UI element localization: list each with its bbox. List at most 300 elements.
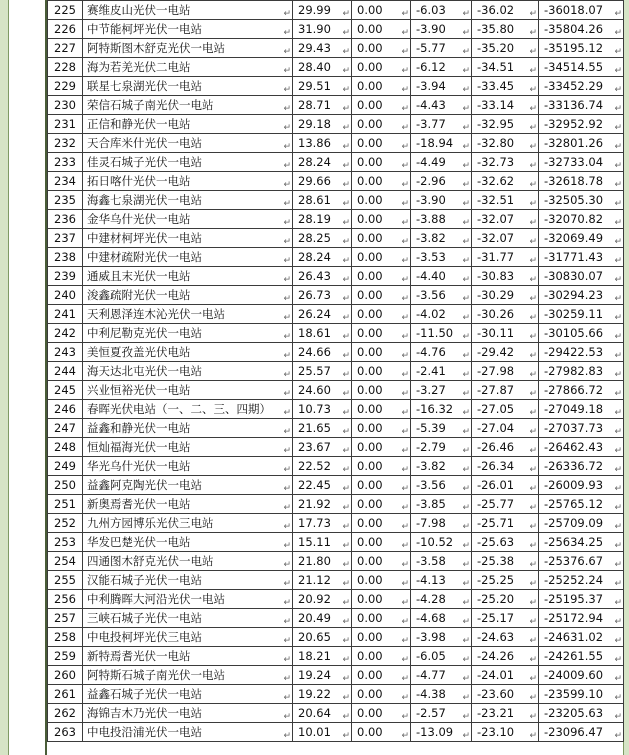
value-cell-1-text: 31.90 — [298, 22, 331, 36]
value-cell-2-text: 0.00 — [357, 478, 383, 492]
value-cell-1-text: 20.65 — [298, 630, 331, 644]
value-cell-3-text: -5.77 — [416, 41, 446, 55]
station-name-text: 新奥焉耆光伏一电站 — [87, 497, 191, 511]
cell-end-mark-icon: ↵ — [462, 674, 470, 684]
cell-end-mark-icon: ↵ — [614, 218, 622, 228]
station-name-text: 海锦吉木乃光伏一电站 — [87, 706, 202, 720]
table-row — [48, 571, 624, 590]
value-cell-2-text: 0.00 — [357, 687, 383, 701]
cell-end-mark-icon: ↵ — [401, 237, 409, 247]
cell-end-mark-icon: ↵ — [283, 9, 291, 19]
cell-end-mark-icon: ↵ — [342, 731, 350, 741]
value-cell-5-text: -25172.94 — [544, 611, 604, 625]
value-cell-4 — [472, 495, 539, 514]
cell-end-mark-icon: ↵ — [283, 560, 291, 570]
value-cell-5 — [539, 723, 624, 742]
cell-end-mark-icon: ↵ — [614, 66, 622, 76]
station-name — [83, 647, 293, 666]
value-cell-1 — [293, 609, 352, 628]
value-cell-5 — [539, 324, 624, 343]
row-number — [48, 590, 83, 609]
cell-end-mark-icon: ↵ — [342, 560, 350, 570]
value-cell-3-text: -6.03 — [416, 3, 446, 17]
station-name-text: 四通图木舒克光伏一电站 — [87, 554, 214, 568]
value-cell-3-text: -5.39 — [416, 421, 446, 435]
cell-end-mark-icon: ↵ — [342, 123, 350, 133]
cell-end-mark-icon: ↵ — [614, 313, 622, 323]
station-name-text: 中电投沿浦光伏一电站 — [87, 725, 202, 739]
value-cell-1-text: 23.67 — [298, 440, 331, 454]
value-cell-1 — [293, 267, 352, 286]
value-cell-1-text: 21.92 — [298, 497, 331, 511]
cell-end-mark-icon: ↵ — [342, 313, 350, 323]
row-number — [48, 153, 83, 172]
row-number — [48, 134, 83, 153]
cell-end-mark-icon: ↵ — [401, 503, 409, 513]
value-cell-2-text: 0.00 — [357, 402, 383, 416]
value-cell-3 — [411, 248, 472, 267]
cell-end-mark-icon: ↵ — [529, 199, 537, 209]
value-cell-1 — [293, 229, 352, 248]
value-cell-1-text: 21.80 — [298, 554, 331, 568]
row-number — [48, 609, 83, 628]
value-cell-3 — [411, 476, 472, 495]
station-name-text: 汉能石城子光伏一电站 — [87, 573, 202, 587]
value-cell-5-text: -23599.10 — [544, 687, 604, 701]
value-cell-3-text: -3.90 — [416, 22, 446, 36]
station-name — [83, 77, 293, 96]
cell-end-mark-icon: ↵ — [529, 484, 537, 494]
value-cell-1-text: 18.21 — [298, 649, 331, 663]
cell-end-mark-icon: ↵ — [462, 712, 470, 722]
station-name-text: 新特焉耆光伏一电站 — [87, 649, 191, 663]
cell-end-mark-icon: ↵ — [614, 427, 622, 437]
cell-end-mark-icon: ↵ — [401, 85, 409, 95]
cell-end-mark-icon: ↵ — [529, 66, 537, 76]
value-cell-3 — [411, 343, 472, 362]
table-row — [48, 96, 624, 115]
cell-end-mark-icon: ↵ — [614, 446, 622, 456]
value-cell-1-text: 28.25 — [298, 231, 331, 245]
value-cell-4 — [472, 286, 539, 305]
station-name-text: 荣信石城子南光伏一电站 — [87, 98, 214, 112]
cell-end-mark-icon: ↵ — [401, 408, 409, 418]
row-number — [48, 571, 83, 590]
cell-end-mark-icon: ↵ — [342, 446, 350, 456]
cell-end-mark-icon: ↵ — [342, 218, 350, 228]
value-cell-4 — [472, 134, 539, 153]
table-row — [48, 286, 624, 305]
value-cell-5 — [539, 343, 624, 362]
cell-end-mark-icon: ↵ — [462, 180, 470, 190]
cell-end-mark-icon: ↵ — [283, 389, 291, 399]
value-cell-4-text: -24.01 — [477, 668, 515, 682]
table-row — [48, 324, 624, 343]
value-cell-2-text: 0.00 — [357, 592, 383, 606]
value-cell-5 — [539, 305, 624, 324]
value-cell-1-text: 20.92 — [298, 592, 331, 606]
value-cell-3 — [411, 39, 472, 58]
station-name-text: 益鑫阿克陶光伏一电站 — [87, 478, 202, 492]
row-number — [48, 666, 83, 685]
cell-end-mark-icon: ↵ — [614, 731, 622, 741]
value-cell-4 — [472, 229, 539, 248]
value-cell-4-text: -27.87 — [477, 383, 515, 397]
value-cell-3 — [411, 495, 472, 514]
cell-end-mark-icon: ↵ — [529, 294, 537, 304]
table-row — [48, 343, 624, 362]
value-cell-2-text: 0.00 — [357, 60, 383, 74]
value-cell-4-text: -30.11 — [477, 326, 515, 340]
value-cell-4 — [472, 115, 539, 134]
cell-end-mark-icon: ↵ — [401, 161, 409, 171]
cell-end-mark-icon: ↵ — [614, 655, 622, 665]
cell-end-mark-icon: ↵ — [529, 47, 537, 57]
cell-end-mark-icon: ↵ — [401, 655, 409, 665]
value-cell-5 — [539, 419, 624, 438]
value-cell-5-text: -32801.26 — [544, 136, 604, 150]
cell-end-mark-icon: ↵ — [529, 28, 537, 38]
value-cell-5 — [539, 704, 624, 723]
station-name — [83, 267, 293, 286]
value-cell-2-text: 0.00 — [357, 611, 383, 625]
cell-end-mark-icon: ↵ — [283, 142, 291, 152]
station-name — [83, 153, 293, 172]
cell-end-mark-icon: ↵ — [614, 712, 622, 722]
value-cell-2 — [352, 362, 411, 381]
cell-end-mark-icon: ↵ — [401, 199, 409, 209]
value-cell-4-text: -32.73 — [477, 155, 515, 169]
value-cell-1 — [293, 514, 352, 533]
value-cell-3 — [411, 210, 472, 229]
cell-end-mark-icon: ↵ — [529, 579, 537, 589]
cell-end-mark-icon: ↵ — [529, 104, 537, 114]
cell-end-mark-icon: ↵ — [283, 598, 291, 608]
value-cell-5 — [539, 685, 624, 704]
table-row — [48, 552, 624, 571]
cell-end-mark-icon: ↵ — [283, 28, 291, 38]
value-cell-5 — [539, 248, 624, 267]
value-cell-4-text: -32.51 — [477, 193, 515, 207]
value-cell-2-text: 0.00 — [357, 250, 383, 264]
row-number — [48, 457, 83, 476]
value-cell-3-text: -18.94 — [416, 136, 454, 150]
cell-end-mark-icon: ↵ — [529, 712, 537, 722]
cell-end-mark-icon: ↵ — [342, 712, 350, 722]
value-cell-3-text: -13.09 — [416, 725, 454, 739]
value-cell-1 — [293, 628, 352, 647]
station-name-text: 赛维皮山光伏一电站 — [87, 3, 191, 17]
value-cell-1-text: 22.45 — [298, 478, 331, 492]
value-cell-2 — [352, 723, 411, 742]
value-cell-3-text: -4.28 — [416, 592, 446, 606]
value-cell-3-text: -3.98 — [416, 630, 446, 644]
value-cell-1-text: 10.01 — [298, 725, 331, 739]
station-name — [83, 609, 293, 628]
row-number-text: 260 — [54, 668, 76, 682]
value-cell-4-text: -32.07 — [477, 212, 515, 226]
value-cell-5 — [539, 609, 624, 628]
value-cell-4 — [472, 324, 539, 343]
cell-end-mark-icon: ↵ — [462, 617, 470, 627]
cell-end-mark-icon: ↵ — [342, 28, 350, 38]
value-cell-5-text: -27982.83 — [544, 364, 604, 378]
cell-end-mark-icon: ↵ — [401, 560, 409, 570]
table-row — [48, 457, 624, 476]
table-row — [48, 533, 624, 552]
cell-end-mark-icon: ↵ — [614, 541, 622, 551]
value-cell-4 — [472, 647, 539, 666]
value-cell-4 — [472, 248, 539, 267]
row-number-text: 253 — [54, 535, 76, 549]
station-name — [83, 704, 293, 723]
value-cell-2-text: 0.00 — [357, 79, 383, 93]
cell-end-mark-icon: ↵ — [529, 541, 537, 551]
value-cell-5-text: -30830.07 — [544, 269, 604, 283]
row-number-text: 238 — [54, 250, 76, 264]
station-name — [83, 457, 293, 476]
cell-end-mark-icon: ↵ — [529, 180, 537, 190]
station-name — [83, 685, 293, 704]
cell-end-mark-icon: ↵ — [401, 712, 409, 722]
cell-end-mark-icon: ↵ — [283, 351, 291, 361]
value-cell-1 — [293, 286, 352, 305]
station-name — [83, 438, 293, 457]
value-cell-2 — [352, 419, 411, 438]
value-cell-2-text: 0.00 — [357, 706, 383, 720]
value-cell-2 — [352, 590, 411, 609]
cell-end-mark-icon: ↵ — [401, 389, 409, 399]
table-row — [48, 723, 624, 742]
cell-end-mark-icon: ↵ — [529, 389, 537, 399]
value-cell-3 — [411, 191, 472, 210]
value-cell-1-text: 24.60 — [298, 383, 331, 397]
cell-end-mark-icon: ↵ — [283, 199, 291, 209]
value-cell-1 — [293, 400, 352, 419]
value-cell-4 — [472, 210, 539, 229]
cell-end-mark-icon: ↵ — [283, 617, 291, 627]
row-number — [48, 248, 83, 267]
value-cell-5-text: -27037.73 — [544, 421, 604, 435]
value-cell-5 — [539, 115, 624, 134]
value-cell-2-text: 0.00 — [357, 364, 383, 378]
value-cell-1-text: 29.66 — [298, 174, 331, 188]
value-cell-1-text: 26.43 — [298, 269, 331, 283]
value-cell-2-text: 0.00 — [357, 440, 383, 454]
row-number — [48, 533, 83, 552]
row-number — [48, 20, 83, 39]
value-cell-3 — [411, 457, 472, 476]
cell-end-mark-icon: ↵ — [401, 484, 409, 494]
row-number — [48, 514, 83, 533]
value-cell-3-text: -4.76 — [416, 345, 446, 359]
value-cell-1 — [293, 666, 352, 685]
cell-end-mark-icon: ↵ — [529, 313, 537, 323]
value-cell-2-text: 0.00 — [357, 497, 383, 511]
value-cell-1 — [293, 647, 352, 666]
value-cell-4-text: -35.20 — [477, 41, 515, 55]
cell-end-mark-icon: ↵ — [462, 389, 470, 399]
value-cell-3 — [411, 438, 472, 457]
cell-end-mark-icon: ↵ — [529, 617, 537, 627]
cell-end-mark-icon: ↵ — [462, 332, 470, 342]
value-cell-1-text: 28.40 — [298, 60, 331, 74]
station-name — [83, 229, 293, 248]
value-cell-4 — [472, 39, 539, 58]
value-cell-1 — [293, 343, 352, 362]
value-cell-2-text: 0.00 — [357, 231, 383, 245]
station-name — [83, 134, 293, 153]
value-cell-4-text: -32.07 — [477, 231, 515, 245]
station-name-text: 益鑫和静光伏一电站 — [87, 421, 191, 435]
value-cell-3 — [411, 723, 472, 742]
value-cell-5 — [539, 172, 624, 191]
cell-end-mark-icon: ↵ — [462, 294, 470, 304]
value-cell-5-text: -25765.12 — [544, 497, 604, 511]
value-cell-2 — [352, 400, 411, 419]
station-name-text: 海天达北屯光伏一电站 — [87, 364, 202, 378]
value-cell-3 — [411, 704, 472, 723]
value-cell-5-text: -32505.30 — [544, 193, 604, 207]
value-cell-4-text: -23.60 — [477, 687, 515, 701]
value-cell-2 — [352, 343, 411, 362]
value-cell-5-text: -33452.29 — [544, 79, 604, 93]
value-cell-3 — [411, 685, 472, 704]
cell-end-mark-icon: ↵ — [614, 123, 622, 133]
station-name-text: 九州方园博乐光伏三电站 — [87, 516, 214, 530]
value-cell-1-text: 29.99 — [298, 3, 331, 17]
cell-end-mark-icon: ↵ — [342, 465, 350, 475]
value-cell-5 — [539, 362, 624, 381]
value-cell-2 — [352, 210, 411, 229]
value-cell-2-text: 0.00 — [357, 554, 383, 568]
value-cell-5-text: -25252.24 — [544, 573, 604, 587]
value-cell-5 — [539, 153, 624, 172]
value-cell-3 — [411, 305, 472, 324]
table-row — [48, 115, 624, 134]
cell-end-mark-icon: ↵ — [401, 332, 409, 342]
value-cell-1 — [293, 685, 352, 704]
cell-end-mark-icon: ↵ — [342, 674, 350, 684]
cell-end-mark-icon: ↵ — [529, 9, 537, 19]
value-cell-1 — [293, 248, 352, 267]
value-cell-4-text: -25.38 — [477, 554, 515, 568]
row-number-text: 248 — [54, 440, 76, 454]
cell-end-mark-icon: ↵ — [401, 731, 409, 741]
value-cell-5 — [539, 552, 624, 571]
value-cell-1 — [293, 438, 352, 457]
row-number-text: 247 — [54, 421, 76, 435]
cell-end-mark-icon: ↵ — [401, 66, 409, 76]
row-number-text: 246 — [54, 402, 76, 416]
value-cell-2-text: 0.00 — [357, 573, 383, 587]
value-cell-4 — [472, 533, 539, 552]
cell-end-mark-icon: ↵ — [401, 579, 409, 589]
value-cell-1 — [293, 457, 352, 476]
station-name — [83, 96, 293, 115]
value-cell-4 — [472, 476, 539, 495]
value-cell-2 — [352, 685, 411, 704]
cell-end-mark-icon: ↵ — [342, 522, 350, 532]
station-name-text: 中利腾晖大河沿光伏一电站 — [87, 592, 225, 606]
cell-end-mark-icon: ↵ — [283, 180, 291, 190]
value-cell-4 — [472, 96, 539, 115]
cell-end-mark-icon: ↵ — [342, 579, 350, 589]
value-cell-2 — [352, 1, 411, 20]
value-cell-1-text: 17.73 — [298, 516, 331, 530]
cell-end-mark-icon: ↵ — [401, 275, 409, 285]
value-cell-3 — [411, 419, 472, 438]
row-number — [48, 552, 83, 571]
row-number-text: 226 — [54, 22, 76, 36]
value-cell-4 — [472, 400, 539, 419]
value-cell-5 — [539, 286, 624, 305]
table-row — [48, 39, 624, 58]
station-name-text: 恒灿福海光伏一电站 — [87, 440, 191, 454]
value-cell-4 — [472, 20, 539, 39]
value-cell-1-text: 21.65 — [298, 421, 331, 435]
value-cell-5 — [539, 628, 624, 647]
value-cell-1-text: 15.11 — [298, 535, 331, 549]
cell-end-mark-icon: ↵ — [342, 503, 350, 513]
value-cell-5 — [539, 400, 624, 419]
cell-end-mark-icon: ↵ — [462, 370, 470, 380]
cell-end-mark-icon: ↵ — [462, 408, 470, 418]
value-cell-1-text: 10.73 — [298, 402, 331, 416]
cell-end-mark-icon: ↵ — [462, 28, 470, 38]
value-cell-2 — [352, 647, 411, 666]
value-cell-5-text: -25376.67 — [544, 554, 604, 568]
cell-end-mark-icon: ↵ — [342, 294, 350, 304]
value-cell-5-text: -30294.23 — [544, 288, 604, 302]
row-number — [48, 77, 83, 96]
station-name-text: 春晖光伏电站（一、二、三、四期） — [87, 402, 271, 416]
cell-end-mark-icon: ↵ — [342, 389, 350, 399]
row-number-text: 230 — [54, 98, 76, 112]
value-cell-4 — [472, 419, 539, 438]
row-number — [48, 685, 83, 704]
value-cell-5-text: -26336.72 — [544, 459, 604, 473]
value-cell-3-text: -4.13 — [416, 573, 446, 587]
value-cell-4-text: -26.34 — [477, 459, 515, 473]
value-cell-4 — [472, 267, 539, 286]
value-cell-1 — [293, 96, 352, 115]
value-cell-1-text: 18.61 — [298, 326, 331, 340]
value-cell-2 — [352, 438, 411, 457]
row-number — [48, 647, 83, 666]
value-cell-5 — [539, 590, 624, 609]
value-cell-1 — [293, 153, 352, 172]
value-cell-3-text: -3.77 — [416, 117, 446, 131]
cell-end-mark-icon: ↵ — [614, 598, 622, 608]
value-cell-2-text: 0.00 — [357, 193, 383, 207]
value-cell-3 — [411, 400, 472, 419]
row-number-text: 237 — [54, 231, 76, 245]
value-cell-1-text: 19.24 — [298, 668, 331, 682]
cell-end-mark-icon: ↵ — [462, 731, 470, 741]
cell-end-mark-icon: ↵ — [283, 674, 291, 684]
cell-end-mark-icon: ↵ — [401, 522, 409, 532]
cell-end-mark-icon: ↵ — [342, 617, 350, 627]
table-row — [48, 666, 624, 685]
station-name-text: 联星七泉湖光伏一电站 — [87, 79, 202, 93]
cell-end-mark-icon: ↵ — [401, 123, 409, 133]
value-cell-3-text: -3.94 — [416, 79, 446, 93]
cell-end-mark-icon: ↵ — [283, 370, 291, 380]
cell-end-mark-icon: ↵ — [462, 104, 470, 114]
value-cell-2 — [352, 704, 411, 723]
value-cell-1-text: 25.57 — [298, 364, 331, 378]
